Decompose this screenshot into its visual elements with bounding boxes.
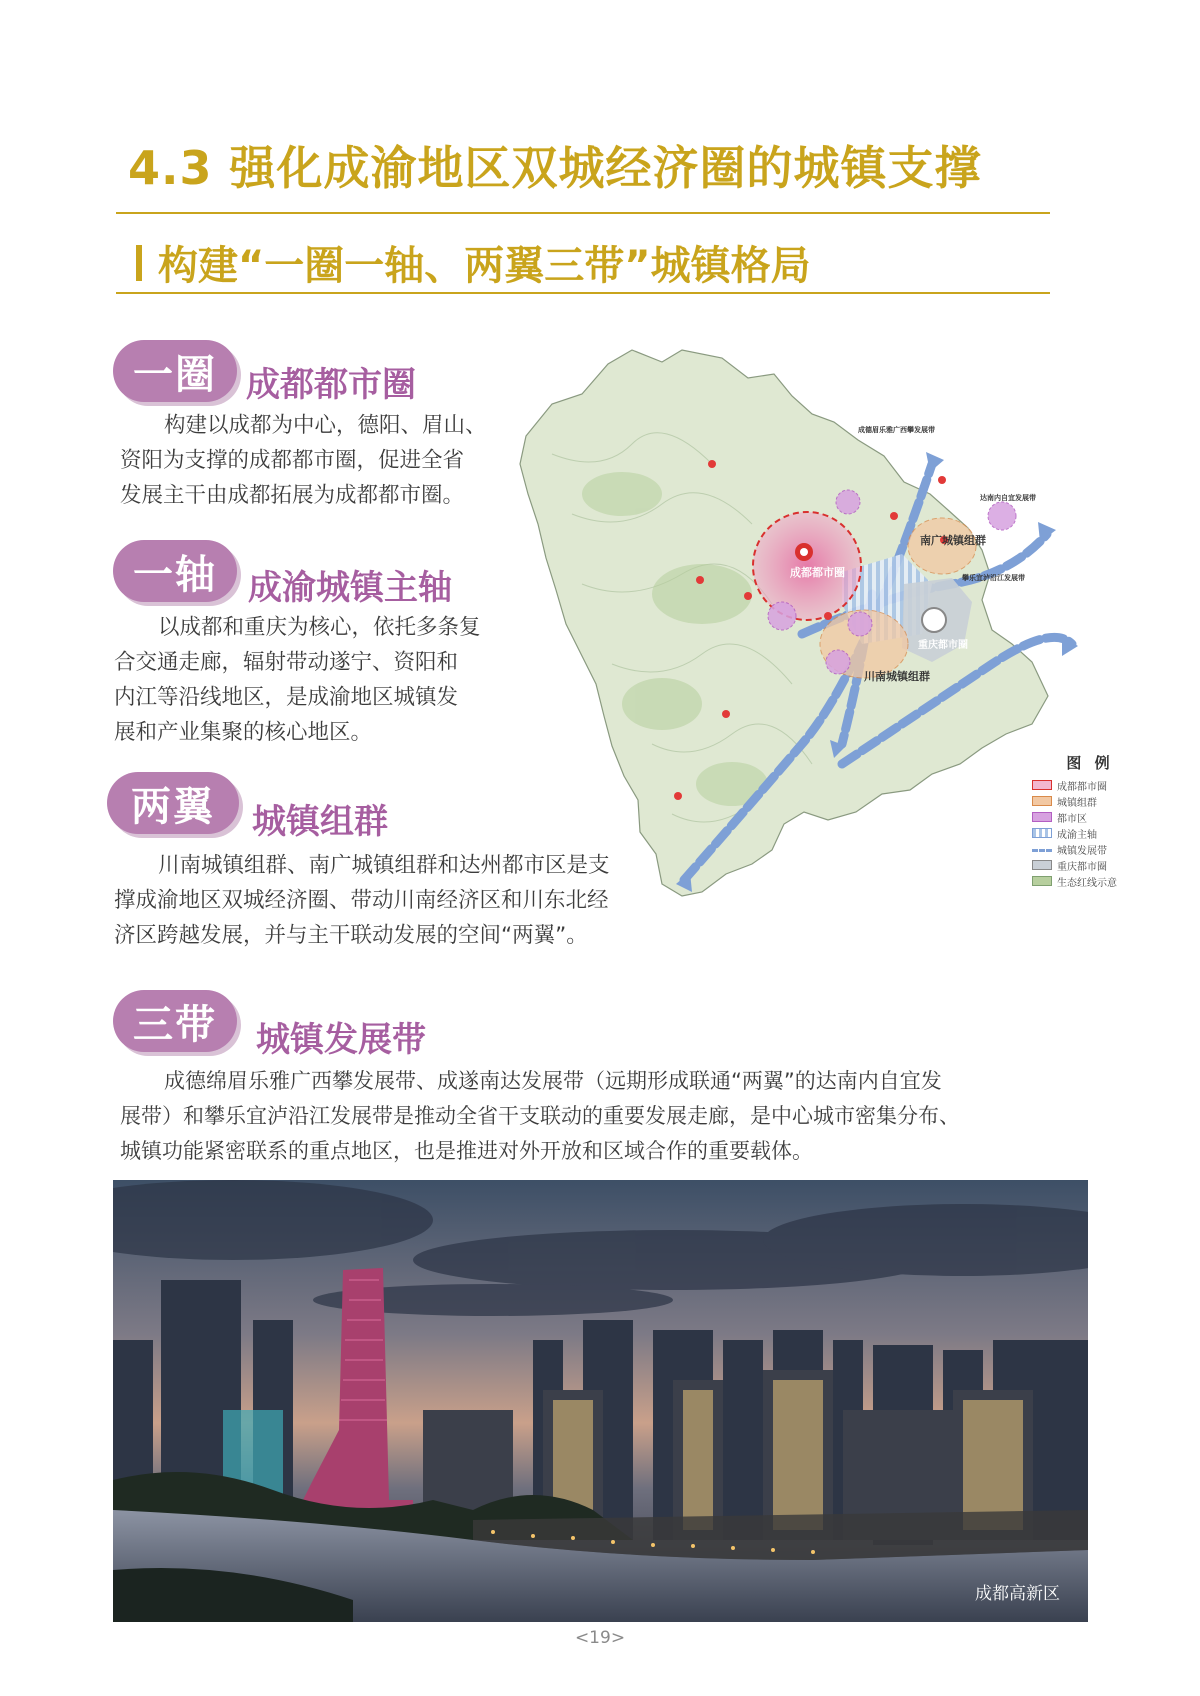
title-rule bbox=[116, 212, 1050, 214]
para-yizhou: 以成都和重庆为核心，依托多条复 合交通走廊，辐射带动遂宁、资阳和 内江等沿线地区，是成渝地区城镇发 展和产业集聚的核心地区。 bbox=[114, 615, 481, 745]
heading-chengdu-metro: 成都都市圈 bbox=[246, 365, 416, 405]
map-legend bbox=[1032, 752, 1148, 902]
label-nanguang: 南广城镇组群 bbox=[920, 535, 986, 547]
heading-chengyu-axis: 成渝城镇主轴 bbox=[248, 568, 452, 608]
photo-caption: 成都高新区 bbox=[975, 1584, 1060, 1604]
label-belt3: 攀乐宜泸沿江发展带 bbox=[962, 575, 1025, 582]
heading-town-groups: 城镇组群 bbox=[252, 802, 388, 842]
subtitle-rule bbox=[116, 292, 1050, 294]
legend-item: 城镇发展带 bbox=[1032, 841, 1148, 857]
heading-development-belts: 城镇发展带 bbox=[256, 1020, 426, 1060]
legend-item: 生态红线示意 bbox=[1032, 873, 1148, 889]
pill-yizhou: 一轴 bbox=[113, 540, 237, 602]
legend-item: 重庆都市圈 bbox=[1032, 857, 1148, 873]
section-title: 4.3 强化成渝地区双城经济圈的城镇支撑 bbox=[128, 141, 982, 195]
legend-item: 成都都市圈 bbox=[1032, 777, 1148, 793]
label-chuannan: 川南城镇组群 bbox=[864, 671, 930, 683]
para-liangyi: 川南城镇组群、南广城镇组群和达州都市区是支 撑成渝地区双城经济圈、带动川南经济区和川东北经 济区跨越发展，并与主干联动发展的空间“两翼”。 bbox=[114, 853, 610, 948]
subtitle-bar bbox=[136, 245, 142, 281]
cityscape-photo bbox=[113, 1180, 1088, 1622]
legend-item: 都市区 bbox=[1032, 809, 1148, 825]
pill-liangyi: 两翼 bbox=[107, 772, 239, 834]
pill-sandai: 三带 bbox=[113, 990, 237, 1052]
label-chengdu-metro: 成都都市圈 bbox=[790, 567, 845, 579]
chengdu-metro-circle bbox=[753, 512, 861, 620]
para-sandai: 成德绵眉乐雅广西攀发展带、成遂南达发展带（远期形成联通“两翼”的达南内自宜发 展带）和攀乐宜泸沿江发展带是推动全省干支联动的重要发展走廊，是中心城市密集分布、 城镇功能紧密联系的重点地区，也是推进对外开放和区域合作的重要载体。 bbox=[120, 1069, 960, 1163]
page-number: <19> bbox=[574, 1628, 626, 1648]
subsection-title bbox=[136, 234, 811, 291]
subtitle-text: 构建“一圈一轴、两翼三带”城镇格局 bbox=[158, 243, 811, 289]
para-yiquan: 构建以成都为中心，德阳、眉山、 资阳为支撑的成都都市圈，促进全省 发展主干由成都拓展为成都都市圈。 bbox=[120, 413, 487, 508]
legend-item: 城镇组群 bbox=[1032, 793, 1148, 809]
legend-title: 图 例 bbox=[1066, 754, 1114, 772]
pill-yiquan: 一圈 bbox=[113, 340, 237, 402]
legend-item: 成渝主轴 bbox=[1032, 825, 1148, 841]
label-chongqing: 重庆都市圈 bbox=[918, 640, 968, 651]
label-belt1: 成德眉乐雅广西攀发展带 bbox=[858, 427, 935, 434]
label-belt2: 达南内自宜发展带 bbox=[980, 495, 1036, 502]
